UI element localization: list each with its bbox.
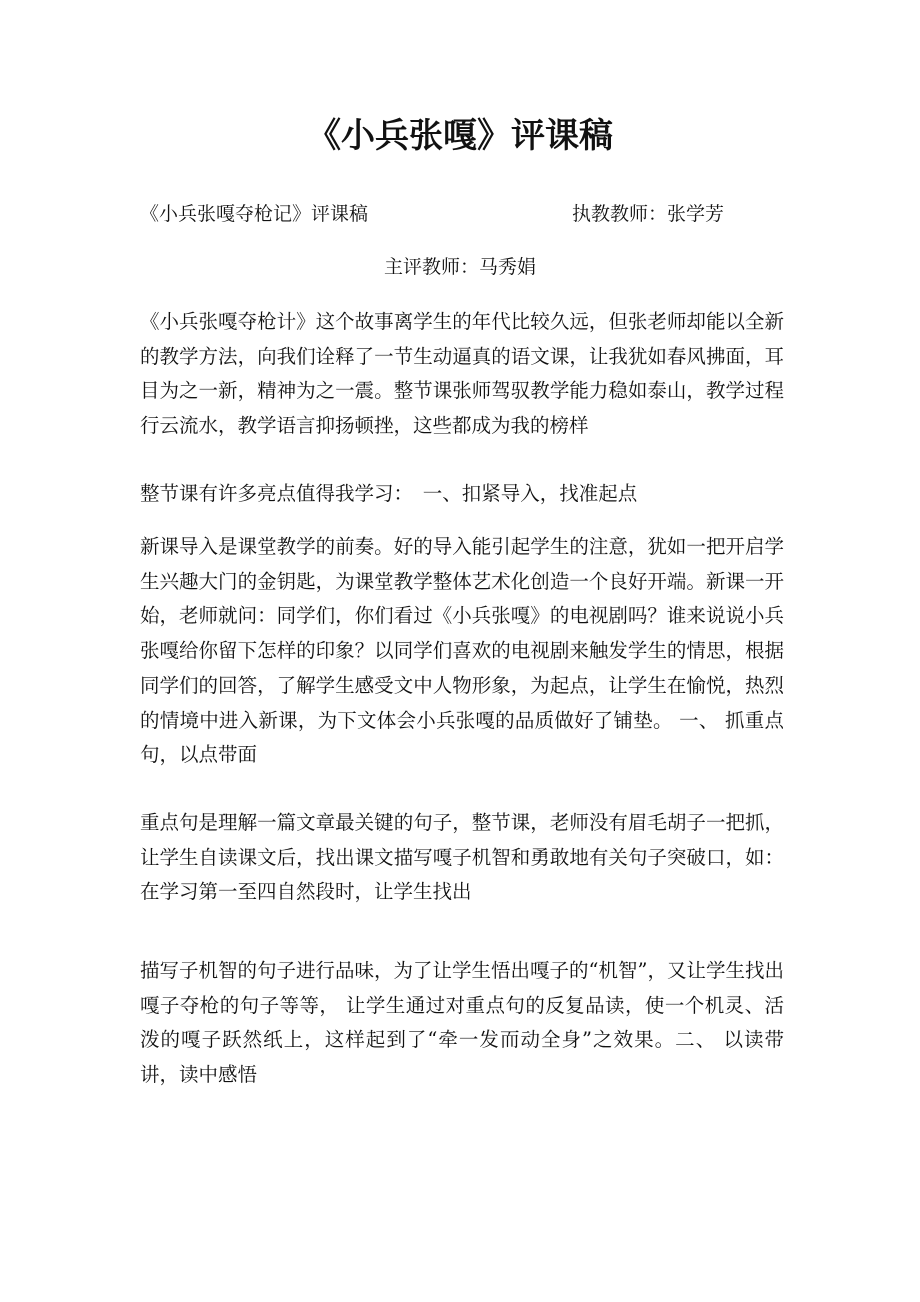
paragraph-highlights: 整节课有许多亮点值得我学习： 一、扣紧导入，找准起点 [140,482,638,505]
page-title: 《小兵张嘎》评课稿 [307,116,613,156]
reviewer-label: 主评教师：马秀娟 [383,256,536,278]
paragraph-intro: 《小兵张嘎夺枪计》这个故事离学生的年代比较久远，但张老师却能以全新的教学方法，向我们诠释了一节生动逼真的语文课，让我犹如春风拂面，耳目为之一新，精神为之一震。整节课张师驾驭教学能力稳如泰山，教学过程行云流水，教学语言抑扬顿挫，这些都成为我的榜样 [140,310,784,438]
paragraph-introduction-method: 新课导入是课堂教学的前奏。好的导入能引起学生的注意，犹如一把开启学生兴趣大门的金钥匙，为课堂教学整体艺术化创造一个良好开端。新课一开始，老师就问：同学们，你们看过《小兵张嘎》的电视剧吗？谁来说说小兵张嘎给你留下怎样的印象？以同学们喜欢的电视剧来触发学生的情思，根据同学们的回答，了解学生感受文中人物形象，为起点，让学生在愉悦，热烈的情境中进入新课，为下文体会小兵张嘎的品质做好了铺垫。 一、 抓重点句，以点带面 [140,535,784,767]
paragraph-key-sentences: 重点句是理解一篇文章最关键的句子，整节课，老师没有眉毛胡子一把抓，让学生自读课文后，找出课文描写嘎子机智和勇敢地有关句子突破口，如：在学习第一至四自然段时，让学生找出 [140,811,784,904]
paragraph-reading: 描写子机智的句子进行品味，为了让学生悟出嘎子的“机智”，又让学生找出嘎子夺枪的句子等等， 让学生通过对重点句的反复品读，使一个机灵、活泼的嘎子跃然纸上，这样起到了“牵一发而动全身”之效果。二、 以读带讲，读中感悟 [140,959,784,1087]
teacher-label: 执教教师：张学芳 [572,203,725,225]
lesson-subtitle: 《小兵张嘎夺枪记》评课稿 [140,203,369,225]
